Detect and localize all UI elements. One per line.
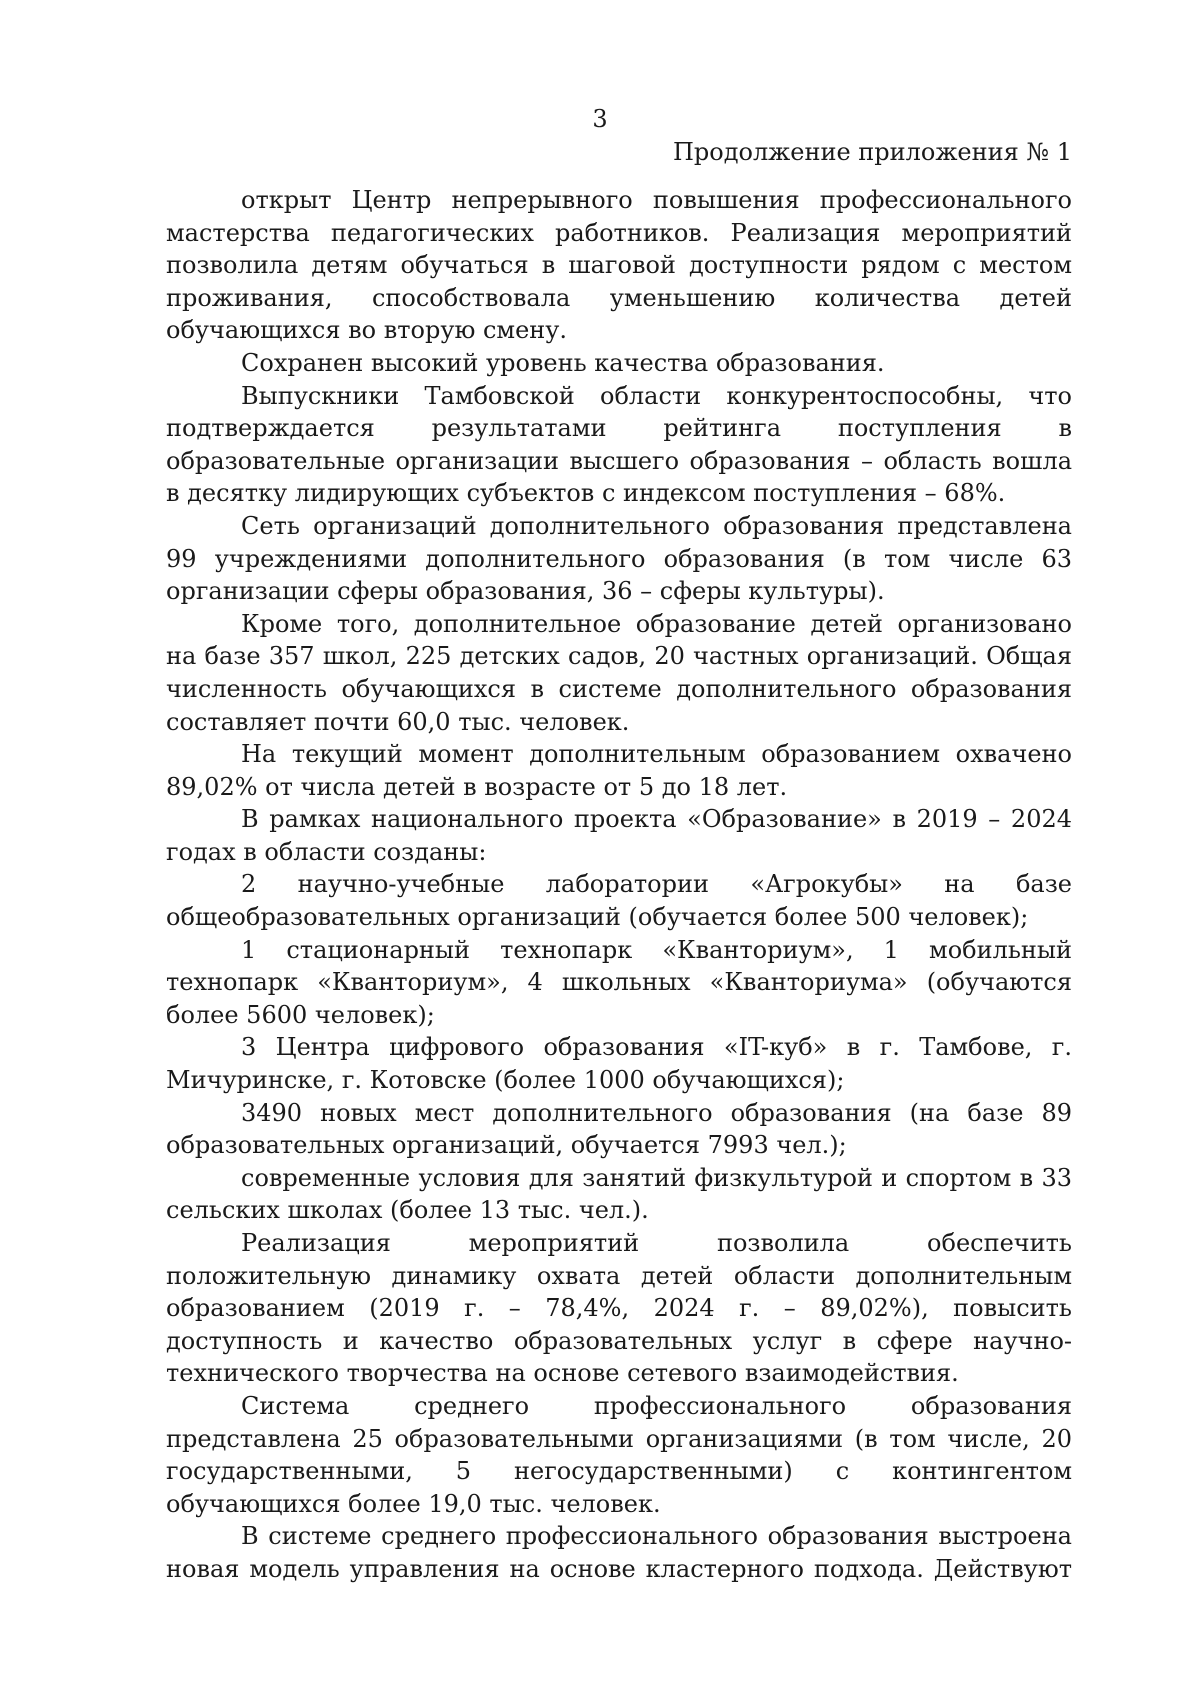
- paragraph: В системе среднего профессионального образования выстроена новая модель управления на основе кластерного подхода. Действуют: [166, 1522, 1072, 1583]
- paragraph: В рамках национального проекта «Образование» в 2019 – 2024 годах в области созданы:: [166, 805, 1072, 866]
- paragraph: Кроме того, дополнительное образование детей организовано на базе 357 школ, 225 детских садов, 20 частных организаций. Общая численность обучающихся в системе дополнительного образования составляет почти 60,0 тыс. человек.: [166, 609, 1072, 736]
- paragraph: На текущий момент дополнительным образованием охвачено 89,02% от числа детей в возрасте от 5 до 18 лет.: [166, 740, 1072, 801]
- list-item: 1 стационарный технопарк «Кванториум», 1 мобильный технопарк «Кванториум», 4 школьных «Кванториума» (обучаются более 5600 человек);: [166, 935, 1072, 1029]
- appendix-continuation-label: Продолжение приложения № 1: [672, 138, 1072, 166]
- list-item: 3490 новых мест дополнительного образования (на базе 89 образовательных организаций, обучается 7993 чел.);: [166, 1098, 1072, 1160]
- page-number: 3: [592, 105, 608, 133]
- paragraph: Система среднего профессионального образования представлена 25 образовательными организациями (в том числе, 20 государственными, 5 негосударственными) с контингентом обучающихся более 19,0 тыс. человек.: [166, 1391, 1072, 1518]
- paragraph: Реализация мероприятий позволила обеспечить положительную динамику охвата детей области дополнительным образованием (2019 г. – 78,4%, 2024 г. – 89,02%), повысить доступность и качество образовательных услуг в сфере научно-технического творчества на основе сетевого взаимодействия.: [166, 1229, 1072, 1388]
- list-item: 2 научно-учебные лаборатории «Агрокубы» на базе общеобразовательных организаций (обучается более 500 человек);: [166, 870, 1072, 932]
- paragraph: Сеть организаций дополнительного образования представлена 99 учреждениями дополнительного образования (в том числе 63 организации сферы образования, 36 – сферы культуры).: [166, 511, 1072, 606]
- paragraph: Сохранен высокий уровень качества образования.: [241, 348, 885, 377]
- list-item: современные условия для занятий физкультурой и спортом в 33 сельских школах (более 13 тыс. чел.).: [166, 1163, 1072, 1225]
- document-body: [166, 184, 1072, 1586]
- paragraph: Выпускники Тамбовской области конкурентоспособны, что подтверждается результатами рейтинга поступления в образовательные организации высшего образования – область вошла в десятку лидирующих субъектов с индексом поступления – 68%.: [166, 381, 1072, 508]
- list-item: 3 Центра цифрового образования «IT-куб» в г. Тамбове, г. Мичуринске, г. Котовске (более 1000 обучающихся);: [166, 1033, 1072, 1095]
- paragraph: открыт Центр непрерывного повышения профессионального мастерства педагогических работников. Реализация мероприятий позволила детям обучаться в шаговой доступности рядом с местом проживания, способствовала уменьшению количества детей обучающихся во вторую смену.: [166, 186, 1072, 345]
